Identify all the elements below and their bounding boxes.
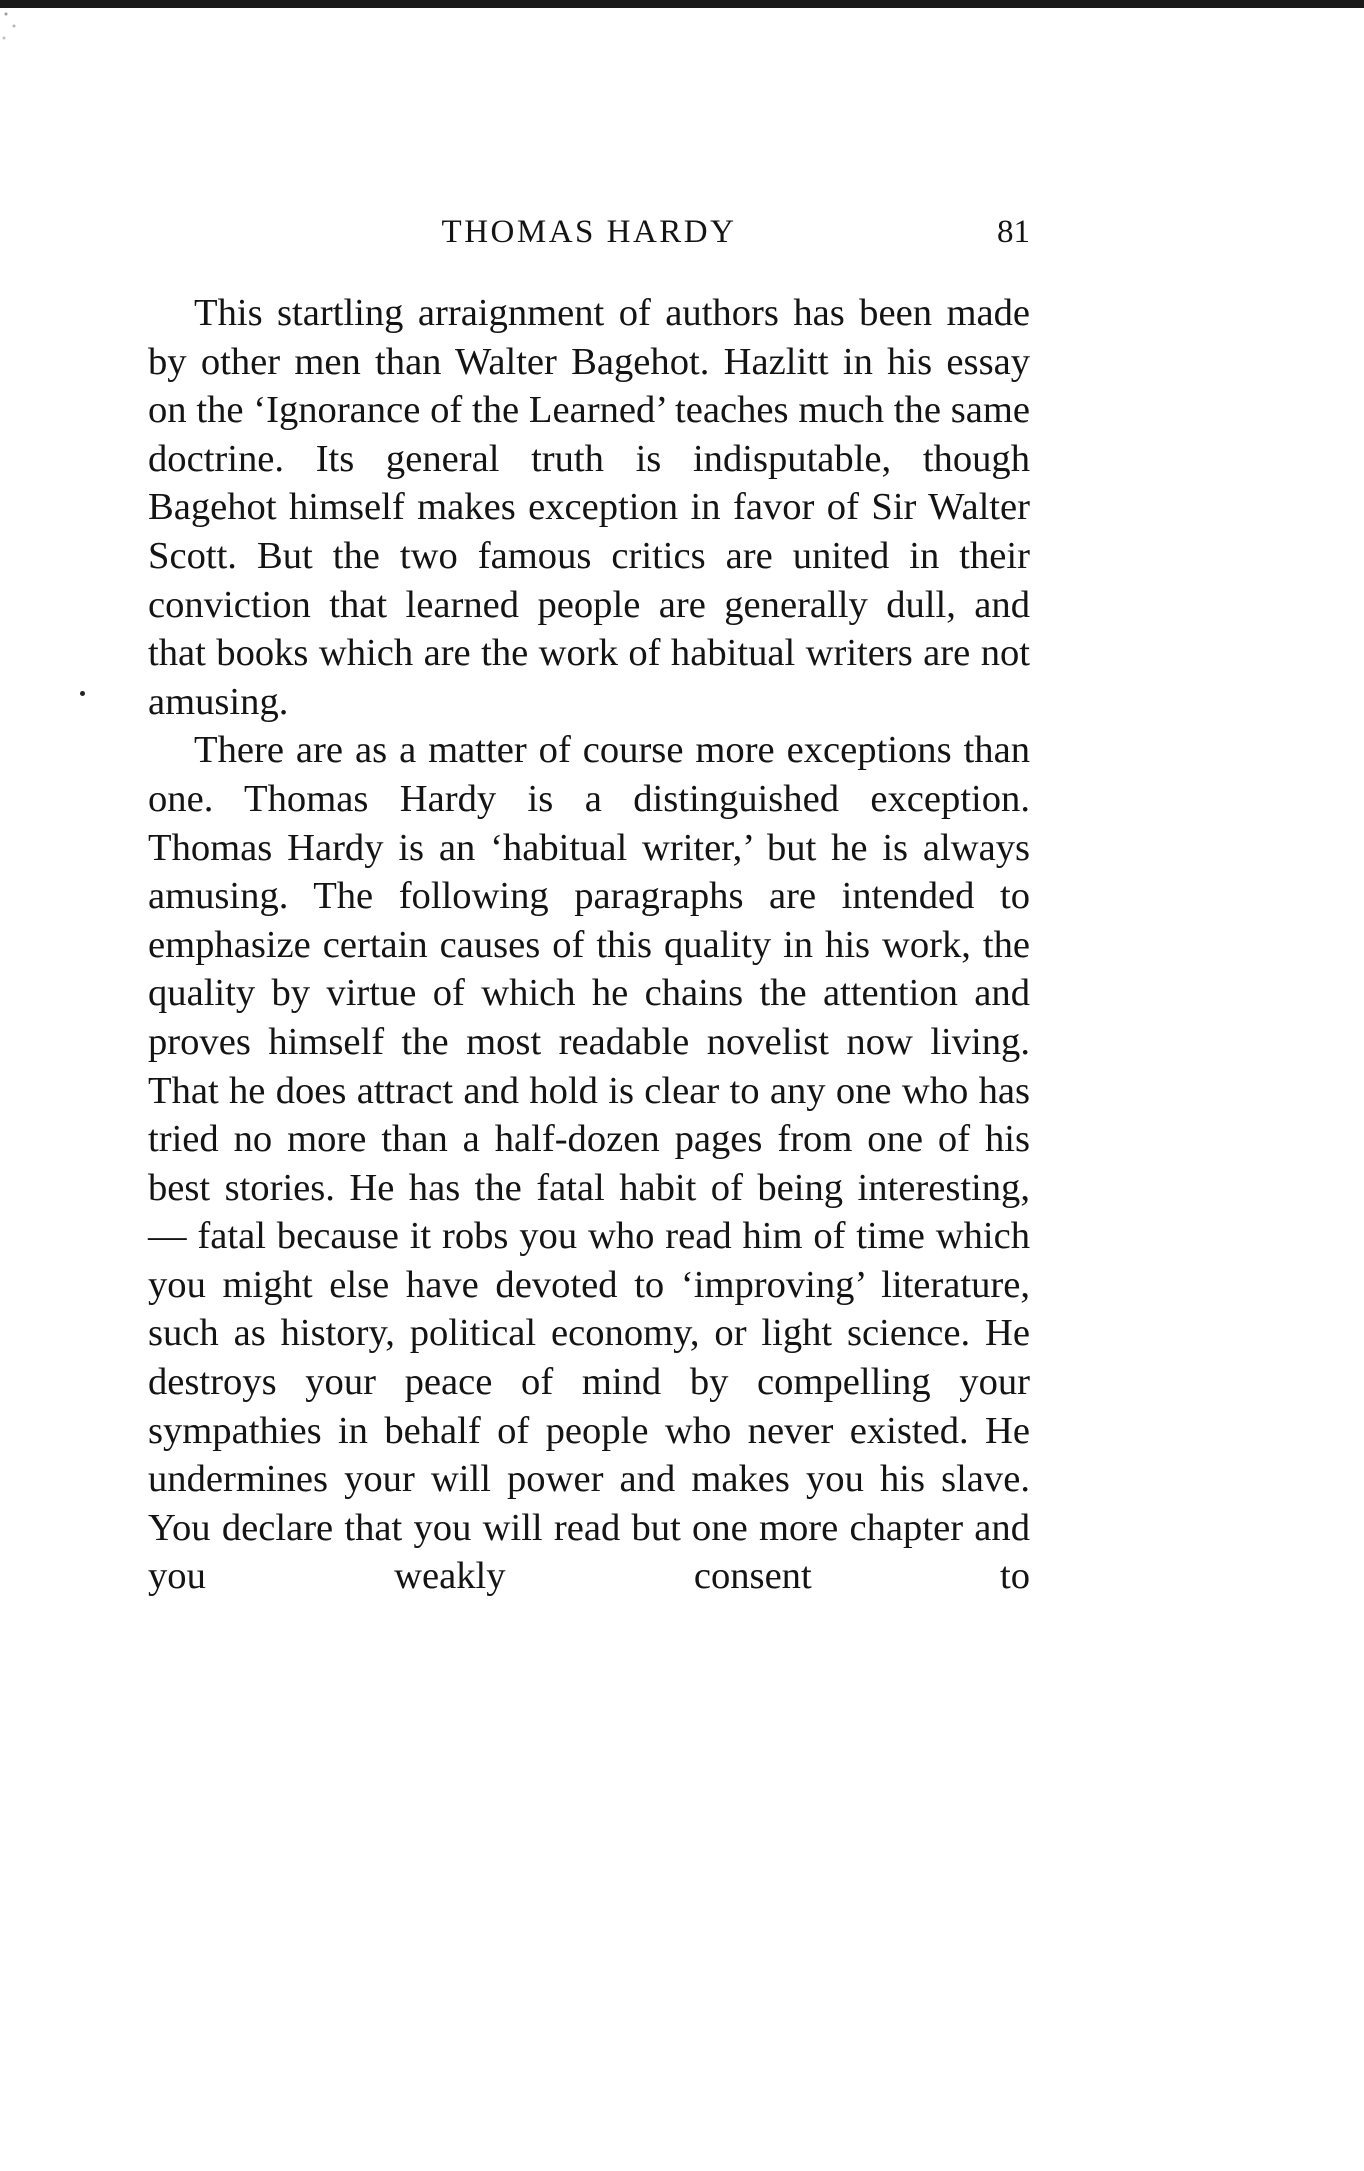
paragraph-2: There are as a matter of course more exceptions than one. Thomas Hardy is a distinguished exception. Thomas Hardy is an ‘habitual writer,’ but he is always amusing. The following paragraphs are intended to emphasize certain causes of this quality in his work, the quality by virtue of which he chains the attention and proves himself the most readable novelist now living. That he does attract and hold is clear to any one who has tried no more than a half-dozen pages from one of his best stories. He has the fatal habit of being interesting, — fatal because it robs you who read him of time which you might else have devoted to ‘improving’ literature, such as history, political economy, or light science. He destroys your peace of mind by compelling your sympathies in behalf of people who never existed. He undermines your will power and makes you his slave. You declare that you will read but one more chapter and you weakly consent to [148,729,1030,1598]
running-head [148,205,1030,259]
book-page [148,205,1030,1601]
paragraph-1: This startling arraignment of authors has been made by other men than Walter Bagehot. Hazlitt in his essay on the ‘Ignorance of the Learned’ teaches much the same doctrine. Its general truth is indisputable, though Bagehot himself makes exception in favor of Sir Walter Scott. But the two famous critics are united in their conviction that learned people are generally dull, and that books which are the work of habitual writers are not amusing. [148,292,1030,723]
scan-top-edge [0,0,1364,8]
scan-corner-specks [0,8,40,48]
page-number: 81 [997,214,1030,250]
margin-speck [80,691,85,696]
running-head-title: THOMAS HARDY [441,214,737,250]
